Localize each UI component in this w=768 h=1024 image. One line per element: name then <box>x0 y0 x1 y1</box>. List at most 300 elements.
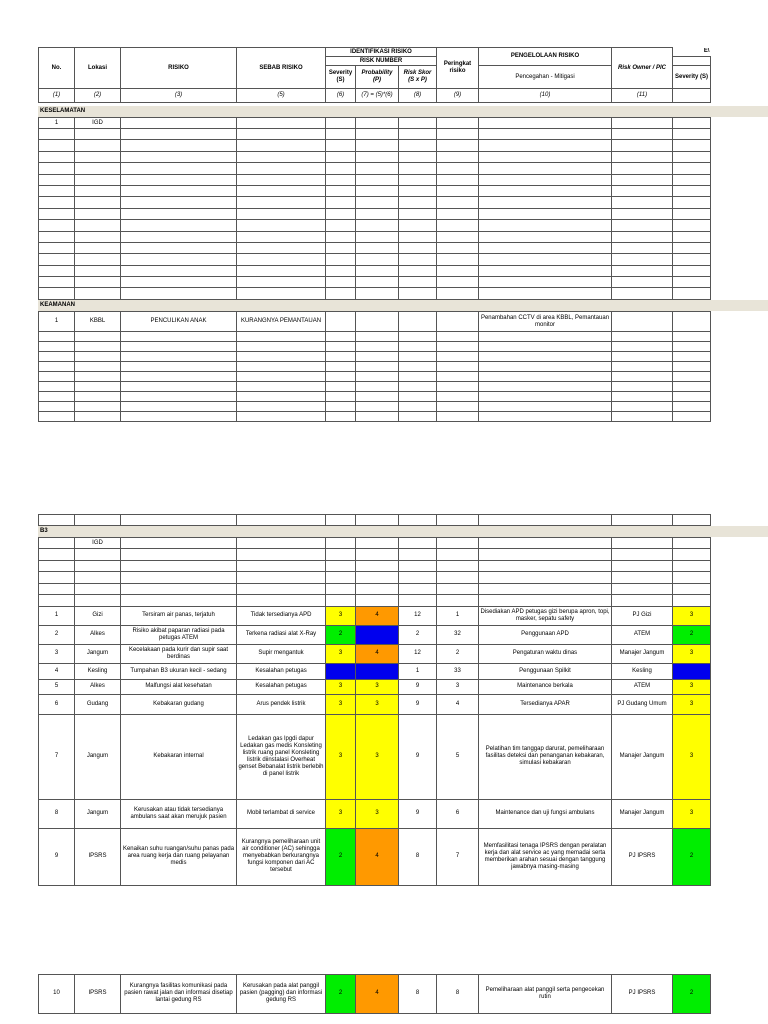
row-owner: PJ IPSRS <box>612 974 673 1013</box>
row-sebab: Mobil terlambat di service <box>237 799 326 828</box>
empty-cell <box>437 231 479 242</box>
empty-cell <box>326 412 356 422</box>
empty-cell <box>673 277 711 288</box>
empty-cell <box>399 372 437 382</box>
empty-cell <box>39 549 75 561</box>
empty-cell <box>437 412 479 422</box>
empty-cell <box>39 129 75 140</box>
empty-cell <box>399 185 437 196</box>
empty-cell <box>75 265 121 276</box>
empty-cell <box>612 185 673 196</box>
empty-cell <box>237 231 326 242</box>
empty-cell <box>75 129 121 140</box>
row-mitigasi: Maintenance dan uji fungsi ambulans <box>479 799 612 828</box>
empty-cell <box>75 382 121 392</box>
table-row <box>39 974 711 1013</box>
empty-cell <box>326 352 356 362</box>
empty-cell <box>237 242 326 253</box>
row-severity2: 3 <box>673 679 711 694</box>
empty-cell <box>673 174 711 185</box>
row-peringkat: 1 <box>437 606 479 625</box>
empty-cell <box>326 174 356 185</box>
col-num <box>673 89 711 103</box>
empty-cell <box>121 277 237 288</box>
empty-cell <box>121 151 237 162</box>
row-mitigasi: Pengaturan waktu dinas <box>479 644 612 663</box>
empty-cell <box>39 163 75 174</box>
col-probability-header: Probability (P) <box>356 66 399 89</box>
row-lokasi: Jangum <box>75 714 121 799</box>
empty-cell <box>326 129 356 140</box>
row-severity: 1 <box>326 663 356 679</box>
empty-cell <box>479 163 612 174</box>
empty-cell <box>39 265 75 276</box>
empty-cell <box>326 288 356 299</box>
empty-cell <box>479 595 612 607</box>
empty-cell <box>237 197 326 208</box>
empty-cell <box>437 595 479 607</box>
empty-cell <box>75 288 121 299</box>
empty-cell <box>237 277 326 288</box>
row-lokasi: Alkes <box>75 679 121 694</box>
empty-cell <box>437 362 479 372</box>
page-gap <box>39 885 711 974</box>
empty-cell <box>237 151 326 162</box>
row-risiko: Malfungsi alat kesehatan <box>121 679 237 694</box>
empty-cell <box>237 163 326 174</box>
table-row <box>39 644 711 663</box>
empty-cell <box>399 560 437 572</box>
row-owner: PJ Gudang Umum <box>612 694 673 714</box>
empty-cell <box>39 185 75 196</box>
col-pencegahan-header: Pencegahan - Mitigasi <box>479 66 612 89</box>
empty-cell <box>437 140 479 151</box>
row-risk-skor: 9 <box>399 694 437 714</box>
row-severity2: 2 <box>673 625 711 644</box>
empty-cell <box>612 560 673 572</box>
empty-cell <box>75 402 121 412</box>
empty-cell <box>326 595 356 607</box>
row-probability: 4 <box>356 644 399 663</box>
empty-cell <box>673 242 711 253</box>
empty-cell <box>326 231 356 242</box>
row-risiko: Kecelakaan pada kurir dan supir saat berdinas <box>121 644 237 663</box>
empty-cell <box>437 129 479 140</box>
row-probability: 3 <box>356 694 399 714</box>
empty-cell <box>356 392 399 402</box>
row-severity: 3 <box>326 799 356 828</box>
row-peringkat: 8 <box>437 974 479 1013</box>
empty-cell <box>673 129 711 140</box>
empty-cell <box>673 549 711 561</box>
empty-cell <box>437 288 479 299</box>
empty-cell <box>237 185 326 196</box>
empty-cell <box>399 595 437 607</box>
pengelolaan-header: PENGELOLAAN RISIKO <box>479 48 612 66</box>
row-risk-skor: 12 <box>399 606 437 625</box>
empty-cell <box>39 288 75 299</box>
empty-cell <box>39 277 75 288</box>
empty-cell <box>326 242 356 253</box>
row-mitigasi: Tersedianya APAR <box>479 694 612 714</box>
empty-cell <box>75 277 121 288</box>
empty-cell <box>39 242 75 253</box>
empty-cell <box>437 382 479 392</box>
row-severity2: 3 <box>673 644 711 663</box>
identifikasi-header: IDENTIFIKASI RISIKO <box>326 48 437 57</box>
empty-cell <box>75 583 121 595</box>
row-risiko: PENCULIKAN ANAK <box>121 312 237 332</box>
empty-cell <box>612 254 673 265</box>
row-mitigasi: Penggunaan Spilkit <box>479 663 612 679</box>
empty-cell <box>121 402 237 412</box>
empty-cell <box>479 174 612 185</box>
empty-cell <box>437 560 479 572</box>
row-severity: 3 <box>326 644 356 663</box>
empty-cell <box>356 572 399 584</box>
empty-cell <box>75 231 121 242</box>
empty-cell <box>612 342 673 352</box>
row-severity: 3 <box>326 606 356 625</box>
empty-cell <box>612 151 673 162</box>
empty-cell <box>75 595 121 607</box>
empty-cell <box>75 242 121 253</box>
spacer-cell <box>673 57 711 66</box>
empty-cell <box>479 342 612 352</box>
row-risiko: Tersiram air panas, terjatuh <box>121 606 237 625</box>
empty-cell <box>673 288 711 299</box>
b3-top-border <box>38 514 711 526</box>
row-sebab: Tidak tersedianya APD <box>237 606 326 625</box>
empty-cell <box>237 412 326 422</box>
table-row <box>39 625 711 644</box>
empty-cell <box>673 163 711 174</box>
col-risiko-header: RISIKO <box>121 48 237 89</box>
row-probability: 3 <box>356 714 399 799</box>
empty-cell <box>121 220 237 231</box>
empty-cell <box>612 288 673 299</box>
empty-cell <box>326 583 356 595</box>
empty-cell <box>121 265 237 276</box>
empty-cell <box>356 583 399 595</box>
empty-cell <box>237 140 326 151</box>
empty-cell <box>39 572 75 584</box>
table-row <box>39 714 711 799</box>
row-peringkat: 4 <box>437 694 479 714</box>
empty-cell <box>356 163 399 174</box>
empty-cell <box>356 254 399 265</box>
col-num: (2) <box>75 89 121 103</box>
row-sebab: Kesalahan petugas <box>237 679 326 694</box>
empty-cell <box>612 595 673 607</box>
empty-cell <box>75 208 121 219</box>
risk-register-header <box>38 47 711 103</box>
empty-cell <box>356 220 399 231</box>
empty-cell <box>673 197 711 208</box>
empty-cell <box>237 595 326 607</box>
empty-cell <box>75 151 121 162</box>
empty-cell <box>356 372 399 382</box>
empty-cell <box>399 151 437 162</box>
row-no: 1 <box>39 118 75 129</box>
row-no: 2 <box>39 625 75 644</box>
empty-cell <box>479 402 612 412</box>
empty-cell <box>121 352 237 362</box>
row-mitigasi: Pelatihan tim tanggap darurat, pemeliharaan fasilitas deteksi dan penanganan kebakaran, simulasi kebakaran <box>479 714 612 799</box>
empty-cell <box>237 392 326 402</box>
empty-cell <box>437 372 479 382</box>
empty-cell <box>75 362 121 372</box>
empty-cell <box>356 560 399 572</box>
empty-cell <box>39 560 75 572</box>
row-lokasi: Kesling <box>75 663 121 679</box>
empty-cell <box>121 163 237 174</box>
empty-cell <box>673 402 711 412</box>
row-severity2: 3 <box>673 714 711 799</box>
empty-cell <box>326 265 356 276</box>
empty-cell <box>39 197 75 208</box>
empty-cell <box>673 595 711 607</box>
empty-cell <box>399 392 437 402</box>
empty-cell <box>479 197 612 208</box>
row-sebab: Supir mengantuk <box>237 644 326 663</box>
empty-cell <box>356 208 399 219</box>
row-severity: 2 <box>326 625 356 644</box>
empty-cell <box>479 288 612 299</box>
row-lokasi: KBBL <box>75 312 121 332</box>
empty-cell <box>237 362 326 372</box>
empty-cell <box>479 362 612 372</box>
empty-cell <box>399 140 437 151</box>
empty-cell <box>673 140 711 151</box>
empty-cell <box>479 372 612 382</box>
empty-cell <box>39 382 75 392</box>
col-num: (10) <box>479 89 612 103</box>
col-severity2-header: Severity (S) <box>673 66 711 89</box>
row-mitigasi: Disediakan APD petugas gizi berupa apron, topi, masker, sepatu safety <box>479 606 612 625</box>
row-no: 1 <box>39 606 75 625</box>
row-risiko: Kurangnya fasilitas komunikasi pada pasien rawat jalan dan informasi disetiap lantai gedung RS <box>121 974 237 1013</box>
empty-cell <box>121 362 237 372</box>
row-sebab: Arus pendek listrik <box>237 694 326 714</box>
empty-cell <box>479 549 612 561</box>
empty-cell <box>326 342 356 352</box>
empty-cell <box>612 372 673 382</box>
empty-cell <box>437 549 479 561</box>
empty-cell <box>75 254 121 265</box>
empty-cell <box>237 402 326 412</box>
empty-cell <box>75 220 121 231</box>
empty-cell <box>612 242 673 253</box>
empty-cell <box>437 277 479 288</box>
empty-cell <box>399 362 437 372</box>
empty-cell <box>673 412 711 422</box>
empty-cell <box>479 208 612 219</box>
row-lokasi: Gizi <box>75 606 121 625</box>
empty-cell <box>75 163 121 174</box>
row-probability: 3 <box>356 799 399 828</box>
empty-cell <box>673 362 711 372</box>
row-owner: Manajer Jangum <box>612 644 673 663</box>
empty-cell <box>399 174 437 185</box>
row-severity2: 3 <box>673 799 711 828</box>
empty-cell <box>437 220 479 231</box>
empty-cell <box>356 140 399 151</box>
empty-cell <box>479 352 612 362</box>
empty-cell <box>612 352 673 362</box>
row-no: 10 <box>39 974 75 1013</box>
row-lokasi: IGD <box>75 118 121 129</box>
empty-cell <box>612 129 673 140</box>
empty-cell <box>673 265 711 276</box>
col-num: (6) <box>326 89 356 103</box>
empty-cell <box>479 231 612 242</box>
col-num: (5) <box>237 89 326 103</box>
empty-cell <box>39 595 75 607</box>
empty-cell <box>399 163 437 174</box>
table-row <box>39 663 711 679</box>
empty-cell <box>326 140 356 151</box>
empty-cell <box>479 140 612 151</box>
row-severity2: 2 <box>673 828 711 885</box>
empty-cell <box>399 332 437 342</box>
empty-cell <box>399 277 437 288</box>
col-owner-header: Risk Owner / PIC <box>612 48 673 89</box>
row-risiko: Tumpahan B3 ukuran kecil - sedang <box>121 663 237 679</box>
row-peringkat: 7 <box>437 828 479 885</box>
empty-cell <box>356 197 399 208</box>
row-no: 1 <box>39 312 75 332</box>
empty-cell <box>121 208 237 219</box>
empty-cell <box>356 277 399 288</box>
empty-cell <box>437 174 479 185</box>
empty-cell <box>39 231 75 242</box>
empty-cell <box>75 185 121 196</box>
empty-cell <box>479 277 612 288</box>
empty-cell <box>356 342 399 352</box>
empty-cell <box>121 197 237 208</box>
empty-cell <box>612 332 673 342</box>
empty-cell <box>673 208 711 219</box>
empty-cell <box>612 362 673 372</box>
row-no: 7 <box>39 714 75 799</box>
empty-cell <box>121 129 237 140</box>
row-sebab: Terkena radiasi alat X-Ray <box>237 625 326 644</box>
empty-cell <box>399 208 437 219</box>
empty-cell <box>326 572 356 584</box>
empty-cell <box>399 412 437 422</box>
empty-cell <box>673 185 711 196</box>
empty-cell <box>75 572 121 584</box>
empty-cell <box>399 352 437 362</box>
empty-cell <box>356 352 399 362</box>
empty-cell <box>356 242 399 253</box>
row-lokasi: Jangum <box>75 644 121 663</box>
empty-cell <box>121 332 237 342</box>
empty-cell <box>75 412 121 422</box>
col-severity-header: Severity (S) <box>326 66 356 89</box>
empty-cell <box>673 342 711 352</box>
b3-table <box>38 537 711 1014</box>
empty-cell <box>121 595 237 607</box>
empty-cell <box>39 342 75 352</box>
empty-cell <box>673 352 711 362</box>
empty-cell <box>399 220 437 231</box>
row-owner: ATEM <box>612 625 673 644</box>
empty-cell <box>612 402 673 412</box>
risk-number-header: RISK NUMBER <box>326 57 437 66</box>
empty-cell <box>39 208 75 219</box>
col-num: (3) <box>121 89 237 103</box>
empty-cell <box>437 185 479 196</box>
empty-cell <box>399 572 437 584</box>
row-peringkat: 2 <box>437 644 479 663</box>
empty-cell <box>437 392 479 402</box>
empty-cell <box>399 549 437 561</box>
empty-cell <box>75 352 121 362</box>
empty-cell <box>121 254 237 265</box>
col-num: (8) <box>399 89 437 103</box>
empty-cell <box>673 231 711 242</box>
row-mitigasi: Penggunaan APD <box>479 625 612 644</box>
row-severity2: 3 <box>673 694 711 714</box>
empty-cell <box>612 231 673 242</box>
row-no: 4 <box>39 663 75 679</box>
row-severity2: 1 <box>673 663 711 679</box>
col-peringkat-header: Peringkat risiko <box>437 48 479 89</box>
empty-cell <box>75 332 121 342</box>
row-lokasi: IPSRS <box>75 828 121 885</box>
empty-cell <box>326 549 356 561</box>
table-row <box>39 828 711 885</box>
empty-cell <box>479 382 612 392</box>
empty-cell <box>399 231 437 242</box>
empty-cell <box>121 185 237 196</box>
row-mitigasi: Penambahan CCTV di area KBBL, Pemantauan monitor <box>479 312 612 332</box>
empty-cell <box>479 392 612 402</box>
row-severity: 3 <box>326 679 356 694</box>
empty-cell <box>612 412 673 422</box>
empty-cell <box>437 352 479 362</box>
empty-cell <box>39 412 75 422</box>
section-b3: B3 <box>38 526 768 537</box>
empty-cell <box>39 140 75 151</box>
row-peringkat: 5 <box>437 714 479 799</box>
empty-cell <box>673 382 711 392</box>
row-risk-skor: 9 <box>399 799 437 828</box>
col-num: (9) <box>437 89 479 103</box>
empty-cell <box>399 288 437 299</box>
row-probability: 3 <box>356 679 399 694</box>
row-risiko: Risiko akibat paparan radiasi pada petugas ATEM <box>121 625 237 644</box>
empty-cell <box>39 151 75 162</box>
empty-cell <box>121 572 237 584</box>
empty-cell <box>356 231 399 242</box>
empty-cell <box>479 129 612 140</box>
row-risk-skor: 8 <box>399 828 437 885</box>
empty-cell <box>479 412 612 422</box>
empty-cell <box>326 362 356 372</box>
row-owner: Manajer Jangum <box>612 799 673 828</box>
row-risiko: Kebakaran gudang <box>121 694 237 714</box>
empty-cell <box>673 583 711 595</box>
empty-cell <box>237 174 326 185</box>
row-probability: 1 <box>356 625 399 644</box>
empty-cell <box>479 583 612 595</box>
empty-cell <box>479 254 612 265</box>
row-owner: Kesling <box>612 663 673 679</box>
row-probability: 4 <box>356 974 399 1013</box>
